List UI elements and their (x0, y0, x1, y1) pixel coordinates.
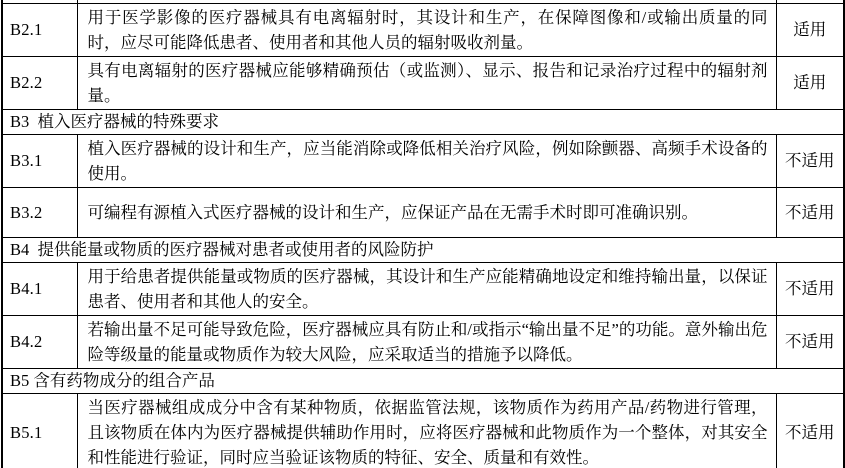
section-header-row (2, 237, 844, 262)
clause-id: B4.1 (2, 262, 77, 315)
section-header: B3 植入医疗器械的特殊要求 (2, 109, 844, 134)
status-value: 适用 (776, 56, 844, 109)
table-row (2, 393, 844, 468)
status-value: 不适用 (776, 187, 844, 237)
section-header-row (2, 368, 844, 393)
status-value: 适用 (776, 3, 844, 56)
status-value: 不适用 (776, 393, 844, 468)
table-row (2, 315, 844, 368)
status-value: 不适用 (776, 134, 844, 187)
clause-text: 用于医学影像的医疗器械具有电离辐射时，其设计和生产，在保障图像和/或输出质量的同时，应尽可能降低患者、使用者和其他人员的辐射吸收剂量。 (77, 3, 776, 56)
clause-id: B2.2 (2, 56, 77, 109)
clause-text: 可编程有源植入式医疗器械的设计和生产，应保证产品在无需手术时即可准确识别。 (77, 187, 776, 237)
table-row (2, 262, 844, 315)
table-row (2, 134, 844, 187)
clause-id: B3.1 (2, 134, 77, 187)
requirements-table-body (2, 0, 844, 468)
status-value: 不适用 (776, 262, 844, 315)
clause-text: 若输出量不足可能导致危险，医疗器械应具有防止和/或指示“输出量不足”的功能。意外输出危险等级量的能量或物质作为较大风险，应采取适当的措施予以降低。 (77, 315, 776, 368)
clause-text: 当医疗器械组成成分中含有某种物质，依据监管法规，该物质作为药用产品/药物进行管理，且该物质在体内为医疗器械提供辅助作用时，应将医疗器械和此物质作为一个整体，对其安全和性能进行验证，同时应当验证该物质的特征、安全、质量和有效性。 (77, 393, 776, 468)
clause-id: B4.2 (2, 315, 77, 368)
clause-id: B5.1 (2, 393, 77, 468)
section-header-row (2, 109, 844, 134)
clause-id: B2.1 (2, 3, 77, 56)
clause-text: 用于给患者提供能量或物质的医疗器械，其设计和生产应能精确地设定和维持输出量，以保证患者、使用者和其他人的安全。 (77, 262, 776, 315)
section-header: B4 提供能量或物质的医疗器械对患者或使用者的风险防护 (2, 237, 844, 262)
requirements-table (1, 0, 845, 468)
clause-text: 植入医疗器械的设计和生产，应当能消除或降低相关治疗风险，例如除颤器、高频手术设备的使用。 (77, 134, 776, 187)
section-header: B5 含有药物成分的组合产品 (2, 368, 844, 393)
table-row (2, 56, 844, 109)
table-row (2, 187, 844, 237)
clause-text: 具有电离辐射的医疗器械应能够精确预估（或监测）、显示、报告和记录治疗过程中的辐射剂量。 (77, 56, 776, 109)
clause-id: B3.2 (2, 187, 77, 237)
table-row (2, 3, 844, 56)
status-value: 不适用 (776, 315, 844, 368)
